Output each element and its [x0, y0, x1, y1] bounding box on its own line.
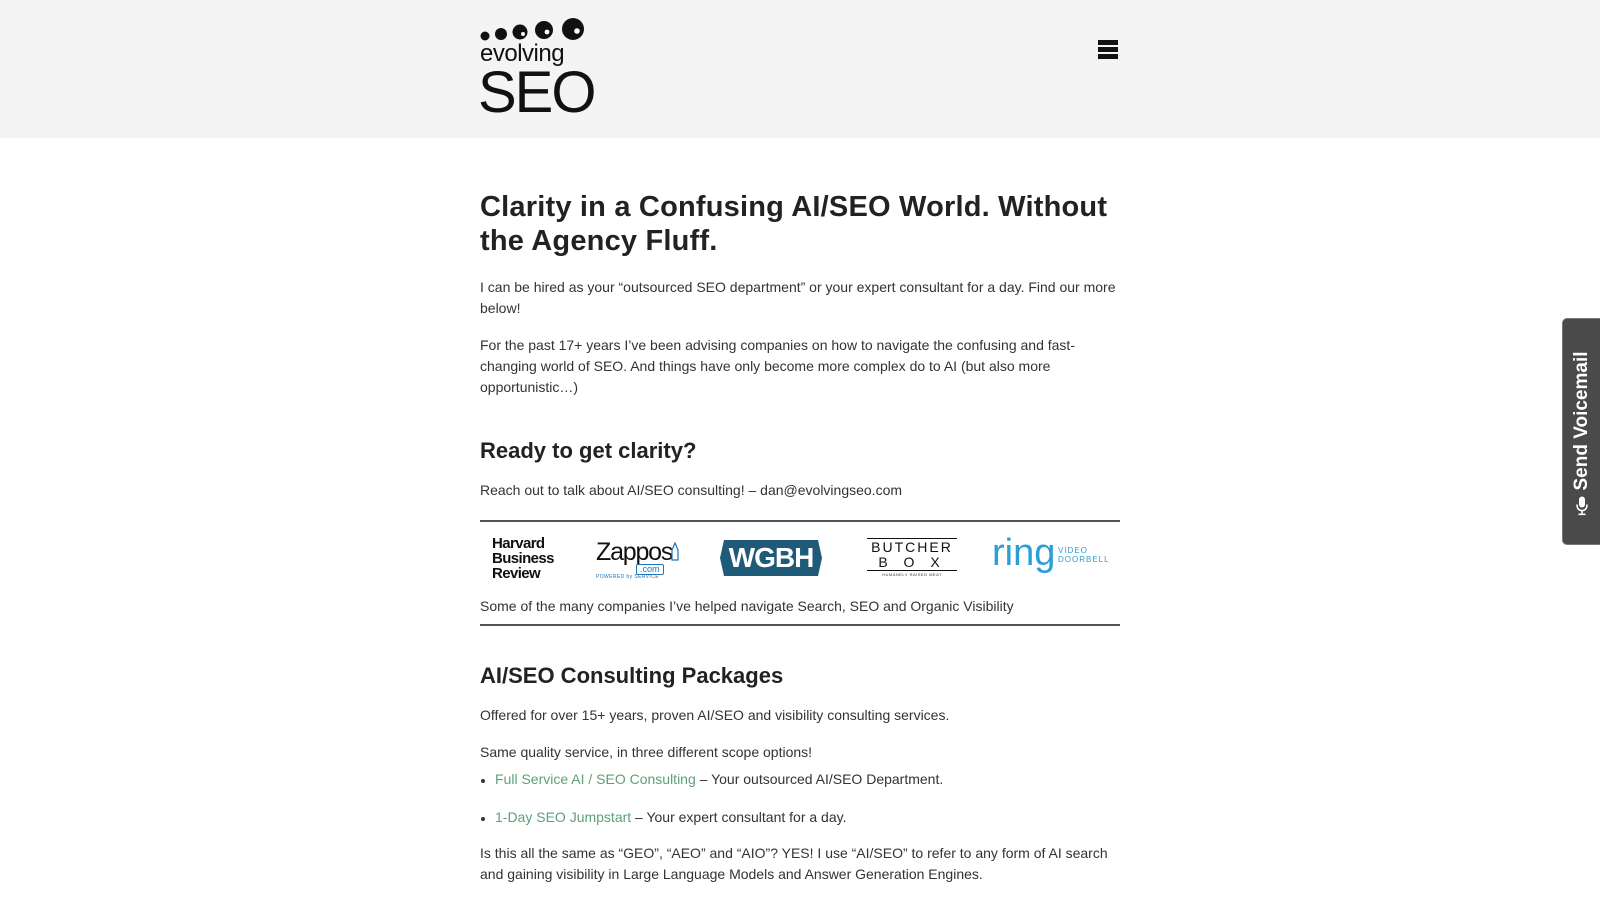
butcherbox-tag: HUMANELY RAISED MEAT — [882, 572, 942, 577]
menu-bar-icon — [1098, 40, 1118, 45]
voicemail-label: Send Voicemail — [1570, 350, 1592, 491]
ring-tag-line2: DOORBELL — [1058, 555, 1110, 564]
send-voicemail-tab[interactable] — [1562, 318, 1600, 545]
background-paragraph: For the past 17+ years I’ve been advising companies on how to navigate the confusing and fast-changing world of SEO. And things have only become more complex do to AI (but also more opportunistic…) — [480, 337, 1075, 395]
main-content — [480, 190, 1120, 885]
list-item — [495, 807, 1120, 828]
wgbh-logo — [718, 538, 824, 578]
packages-heading: AI/SEO Consulting Packages — [480, 663, 784, 688]
zappos-tag: POWERED by SERVICE — [596, 574, 659, 580]
site-header — [0, 0, 1600, 138]
ring-logo — [992, 534, 1116, 578]
menu-button[interactable] — [1098, 40, 1122, 62]
full-service-link[interactable]: Full Service AI / SEO Consulting — [495, 771, 696, 787]
zappos-word: Zappos — [596, 538, 673, 566]
hbr-line: Business — [492, 550, 554, 567]
menu-bar-icon — [1098, 47, 1118, 52]
client-logos-caption: Some of the many companies I’ve helped navigate Search, SEO and Organic Visibility — [480, 598, 1014, 614]
zappos-logo — [596, 538, 686, 582]
full-service-desc: – Your outsourced AI/SEO Department. — [695, 771, 944, 787]
hbr-logo — [492, 536, 572, 581]
client-logos-section — [480, 520, 1120, 626]
services-list — [480, 769, 1120, 828]
ready-heading: Ready to get clarity? — [480, 438, 697, 463]
jumpstart-link[interactable]: 1-Day SEO Jumpstart — [495, 809, 632, 825]
packages-offered: Offered for over 15+ years, proven AI/SEO and visibility consulting services. — [480, 707, 950, 723]
contact-paragraph[interactable]: Reach out to talk about AI/SEO consulting! – dan@evolvingseo.com — [480, 482, 903, 498]
hbr-line: Review — [492, 565, 541, 582]
intro-paragraph: I can be hired as your “outsourced SEO department” or your expert consultant for a day. Find our more below! — [480, 279, 1116, 316]
menu-bar-icon — [1098, 54, 1118, 59]
ring-word: ring — [992, 532, 1056, 574]
microphone-icon — [1575, 495, 1589, 515]
logo-word-small: evolving — [480, 40, 565, 67]
butcherbox-bottom: B O X — [867, 554, 957, 571]
butcherbox-logo — [867, 538, 957, 578]
butcherbox-top: BUTCHER — [867, 538, 957, 555]
zappos-sub: .com — [636, 564, 664, 575]
ring-tag-line1: VIDEO — [1058, 546, 1088, 555]
list-item — [495, 769, 1120, 790]
page-title: Clarity in a Confusing AI/SEO World. Without the Agency Fluff. — [480, 191, 1108, 257]
site-logo[interactable] — [478, 18, 595, 125]
jumpstart-desc: – Your expert consultant for a day. — [631, 809, 847, 825]
voicemail-tab-content — [1571, 351, 1593, 512]
wgbh-word: WGBH — [728, 542, 814, 573]
hbr-line: Harvard — [492, 535, 545, 552]
logo-word-big: SEO — [478, 60, 595, 125]
zappos-rocket-icon — [670, 542, 680, 564]
packages-scope: Same quality service, in three different scope options! — [480, 744, 813, 760]
client-logos-row — [480, 532, 1120, 588]
faq-paragraph: Is this all the same as “GEO”, “AEO” and “AIO”? YES! I use “AI/SEO” to refer to any form of AI search and gaining visibility in Large Language Models and Answer Generation Engines. — [480, 845, 1108, 882]
